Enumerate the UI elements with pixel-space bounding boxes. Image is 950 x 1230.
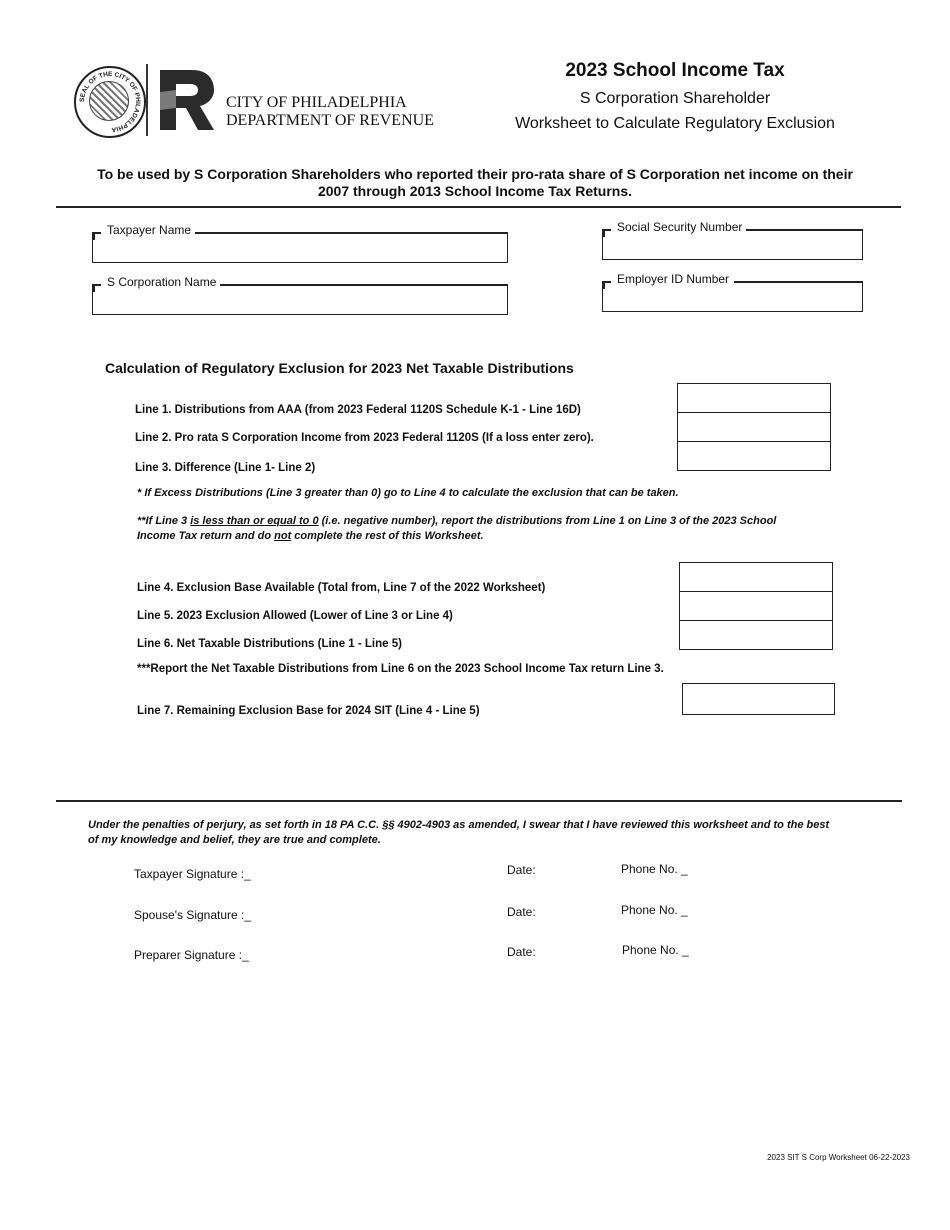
note-excess-distributions: * If Excess Distributions (Line 3 greater than 0) go to Line 4 to calculate the exclusion that can be taken. xyxy=(137,487,679,499)
perjury-line1: Under the penalties of perjury, as set forth in 18 PA C.C. §§ 4902-4903 as amended, I swear that I have reviewed this worksheet and to the best xyxy=(88,819,830,831)
dept-line2: DEPARTMENT OF REVENUE xyxy=(226,112,434,129)
spouse-phone-label: Phone No. _ xyxy=(621,903,688,917)
calculation-title: Calculation of Regulatory Exclusion for 2023 Net Taxable Distributions xyxy=(105,360,574,376)
line-6-label: Line 6. Net Taxable Distributions (Line 1 - Line 5) xyxy=(137,638,402,650)
intro-line2: 2007 through 2013 School Income Tax Returns. xyxy=(317,183,633,199)
note2-part-d: complete the rest of this Worksheet. xyxy=(291,530,484,542)
form-subtitle-1: S Corporation Shareholder xyxy=(579,90,771,107)
form-subtitle-2: Worksheet to Calculate Regulatory Exclusion xyxy=(515,115,835,132)
line-5-input[interactable] xyxy=(679,591,833,621)
line-1-input[interactable] xyxy=(677,383,831,413)
line-6-input[interactable] xyxy=(679,620,833,650)
department-name xyxy=(226,94,434,130)
note2-part-a: **If Line 3 xyxy=(137,515,191,527)
taxpayer-name-field[interactable] xyxy=(92,223,508,263)
note2-not: not xyxy=(274,530,292,542)
ssn-field[interactable] xyxy=(602,220,863,260)
line-5-label: Line 5. 2023 Exclusion Allowed (Lower of Line 3 or Line 4) xyxy=(137,610,453,622)
line-7-input[interactable] xyxy=(682,683,835,715)
line-2-label: Line 2. Pro rata S Corporation Income from 2023 Federal 1120S (If a loss enter zero). xyxy=(135,432,594,444)
s-corp-name-label: S Corporation Name xyxy=(103,275,220,289)
preparer-signature-label: Preparer Signature :_ xyxy=(134,948,249,962)
ein-label: Employer ID Number xyxy=(613,272,733,286)
revenue-r-logo xyxy=(158,68,216,132)
line-2-input[interactable] xyxy=(677,412,831,442)
logo-divider xyxy=(146,64,148,136)
ssn-label: Social Security Number xyxy=(613,220,746,234)
note-negative-line3 xyxy=(137,514,837,544)
form-footer: 2023 SIT S Corp Worksheet 06-22-2023 xyxy=(767,1153,910,1162)
perjury-line2: of my knowledge and belief, they are true and complete. xyxy=(88,834,381,846)
note-report-line6: ***Report the Net Taxable Distributions from Line 6 on the 2023 School Income Tax return Line 3. xyxy=(137,663,664,675)
bottom-divider xyxy=(56,800,902,802)
top-divider xyxy=(56,206,901,208)
spouse-date-label: Date: xyxy=(507,905,536,919)
svg-text:SEAL OF THE CITY OF PHILADELPH: SEAL OF THE CITY OF PHILADELPHIA xyxy=(78,70,142,134)
taxpayer-phone-label: Phone No. _ xyxy=(621,862,688,876)
note2-part-c: Income Tax return and do xyxy=(137,530,275,542)
spouse-signature-label: Spouse's Signature :_ xyxy=(134,908,252,922)
line-3-input[interactable] xyxy=(677,441,831,471)
line-4-input[interactable] xyxy=(679,562,833,592)
city-seal xyxy=(74,66,146,138)
line-4-label: Line 4. Exclusion Base Available (Total from, Line 7 of the 2022 Worksheet) xyxy=(137,582,546,594)
dept-line1: CITY OF PHILADELPHIA xyxy=(226,94,407,111)
preparer-date-label: Date: xyxy=(507,945,536,959)
intro-text xyxy=(60,166,890,200)
line-1-label: Line 1. Distributions from AAA (from 2023 Federal 1120S Schedule K-1 - Line 16D) xyxy=(135,404,581,416)
note2-underlined: is less than or equal to 0 xyxy=(190,515,319,527)
preparer-phone-label: Phone No. _ xyxy=(622,943,689,957)
note2-part-b: (i.e. negative number), report the distributions from Line 1 on Line 3 of the 2023 School xyxy=(318,515,777,527)
form-title: 2023 School Income Tax xyxy=(565,60,785,81)
line-7-label: Line 7. Remaining Exclusion Base for 2024 SIT (Line 4 - Line 5) xyxy=(137,705,480,717)
perjury-statement xyxy=(88,818,888,848)
taxpayer-date-label: Date: xyxy=(507,863,536,877)
taxpayer-signature-label: Taxpayer Signature :_ xyxy=(134,867,251,881)
taxpayer-name-label: Taxpayer Name xyxy=(103,223,195,237)
intro-line1: To be used by S Corporation Shareholders who reported their pro-rata share of S Corporation net income on their xyxy=(97,166,853,182)
ein-field[interactable] xyxy=(602,272,863,312)
line-3-label: Line 3. Difference (Line 1- Line 2) xyxy=(135,462,316,474)
s-corp-name-field[interactable] xyxy=(92,275,508,315)
seal-emblem xyxy=(89,81,129,121)
